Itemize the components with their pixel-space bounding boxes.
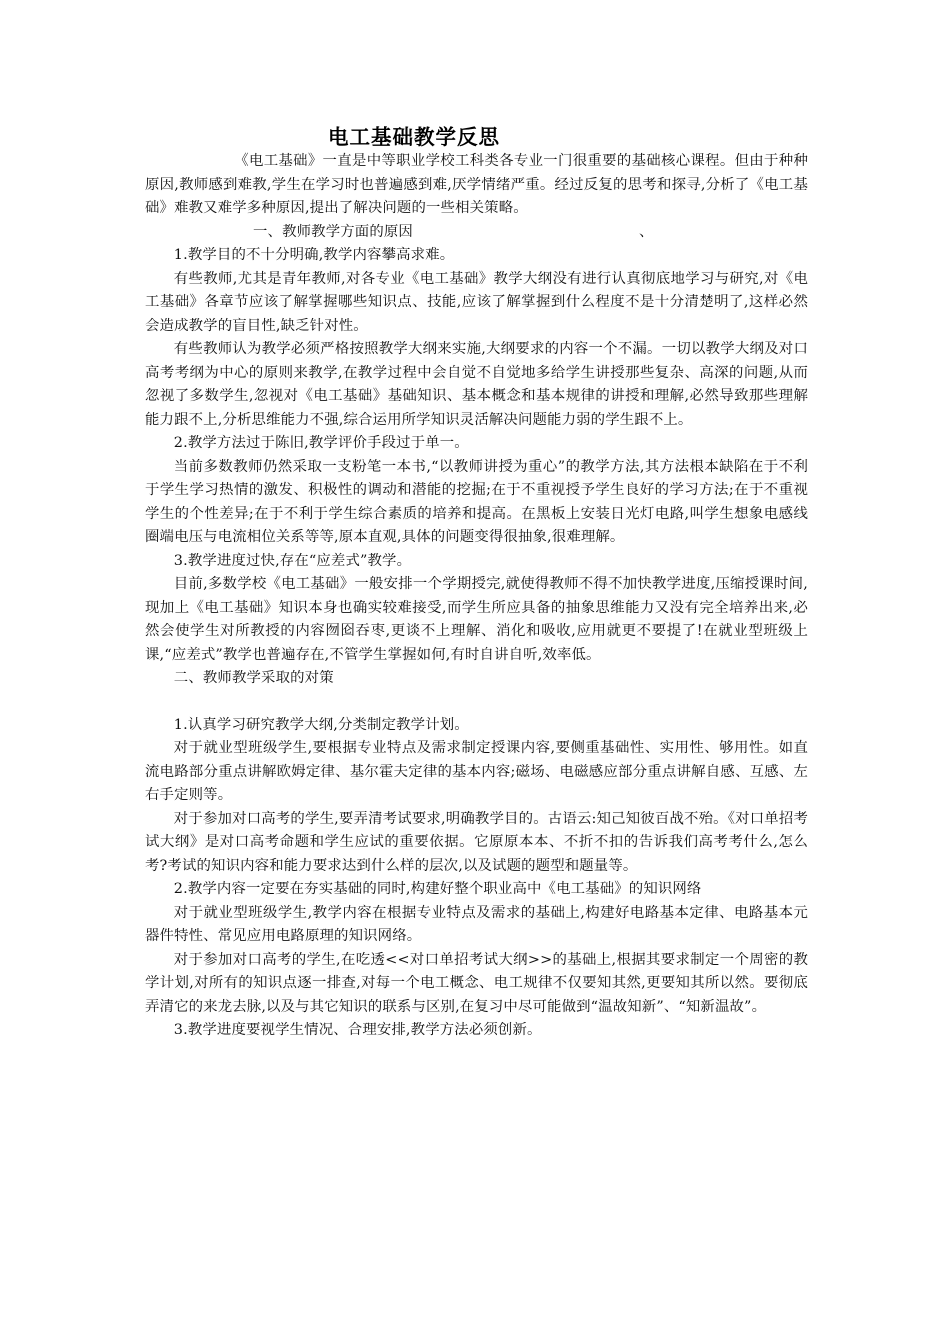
document-page	[145, 124, 808, 1043]
body-paragraph: 对于参加对口高考的学生,要弄清考试要求,明确教学目的。古语云:知己知彼百战不殆。《对口单招考试大纲》是对口高考命题和学生应试的重要依据。它原原本本、不折不扣的告诉我们高考考什么,怎么考?考试的知识内容和能力要求达到什么样的层次,以及试题的题型和题量等。	[145, 810, 808, 874]
point-heading: 3.教学进度过快,存在“应差式”教学。	[173, 552, 412, 569]
body-paragraph: 当前多数教师仍然采取一支粉笔一本书,“以教师讲授为重心”的教学方法,其方法根本缺陷在于不利于学生学习热情的激发、积极性的调动和潜能的挖掘;在于不重视授予学生良好的学习方法;在于不重视学生的个性差异;在于不利于学生综合素质的培养和提高。在黑板上安装日光灯电路,叫学生想象电感线圈端电压与电流相位关系等等,原本直观,具体的问题变得很抽象,很难理解。	[145, 458, 808, 545]
point-heading: 2.教学方法过于陈旧,教学评价手段过于单一。	[173, 435, 469, 451]
point-heading: 1.认真学习研究教学大纲,分类制定教学计划。	[173, 716, 469, 733]
section-heading: 二、教师教学采取的对策	[173, 670, 334, 686]
body-paragraph: 对于就业型班级学生,要根据专业特点及需求制定授课内容,要侧重基础性、实用性、够用性。如直流电路部分重点讲解欧姆定律、基尔霍夫定律的基本内容;磁场、电磁感应部分重点讲解自感、互感、左右手定则等。	[145, 740, 808, 803]
point-heading: 1.教学目的不十分明确,教学内容攀高求难。	[173, 247, 455, 263]
blank-line	[145, 691, 808, 714]
body-paragraph: 对于参加对口高考的学生,在吃透<<对口单招考试大纲>>的基础上,根据其要求制定一个周密的教学计划,对所有的知识点逐一排查,对每一个电工概念、电工规律不仅要知其然,更要知其所以然。要彻底弄清它的来龙去脉,以及与其它知识的联系与区别,在复习中尽可能做到“温故知新”、“知新温故”。	[145, 951, 808, 1015]
section-heading	[145, 221, 808, 245]
body-paragraph: 目前,多数学校《电工基础》一般安排一个学期授完,就使得教师不得不加快教学进度,压缩授课时间,现加上《电工基础》知识本身也确实较难接受,而学生所应具备的抽象思维能力又没有完全培养出来,必然会使学生对所教授的内容囫囵吞枣,更谈不上理解、消化和吸收,应用就更不要提了!在就业型班级上课,“应差式”教学也普遍存在,不管学生掌握如何,有时自讲自听,效率低。	[145, 576, 808, 663]
section-heading-mark: 、	[638, 223, 654, 240]
point-heading: 3.教学进度要视学生情况、合理安排,教学方法必须创新。	[173, 1022, 542, 1038]
body-paragraph: 有些教师,尤其是青年教师,对各专业《电工基础》教学大纲没有进行认真彻底地学习与研究,对《电工基础》各章节应该了解掌握哪些知识点、技能,应该了解掌握到什么程度不是十分清楚明了,这样必然会造成教学的盲目性,缺乏针对性。	[145, 270, 808, 334]
body-paragraph: 对于就业型班级学生,教学内容在根据专业特点及需求的基础上,构建好电路基本定律、电路基本元器件特性、常见应用电路原理的知识网络。	[145, 904, 808, 944]
document-title: 电工基础教学反思	[328, 125, 500, 149]
intro-paragraph: 《电工基础》一直是中等职业学校工科类各专业一门很重要的基础核心课程。但由于种种原因,教师感到难教,学生在学习时也普遍感到难,厌学情绪严重。经过反复的思考和探寻,分析了《电工基础》难教又难学多种原因,提出了解决问题的一些相关策略。	[145, 153, 808, 216]
body-paragraph: 有些教师认为教学必须严格按照教学大纲来实施,大纲要求的内容一个不漏。一切以教学大纲及对口高考考纲为中心的原则来教学,在教学过程中会自觉不自觉地多给学生讲授那些复杂、高深的问题,从而忽视了多数学生,忽视对《电工基础》基础知识、基本概念和基本规律的讲授和理解,必然导致那些理解能力跟不上,分析思维能力不强,综合运用所学知识灵活解决问题能力弱的学生跟不上。	[145, 341, 808, 428]
point-heading: 2.教学内容一定要在夯实基础的同时,构建好整个职业高中《电工基础》的知识网络	[173, 881, 702, 897]
section-heading-text: 一、教师教学方面的原因	[253, 223, 413, 240]
